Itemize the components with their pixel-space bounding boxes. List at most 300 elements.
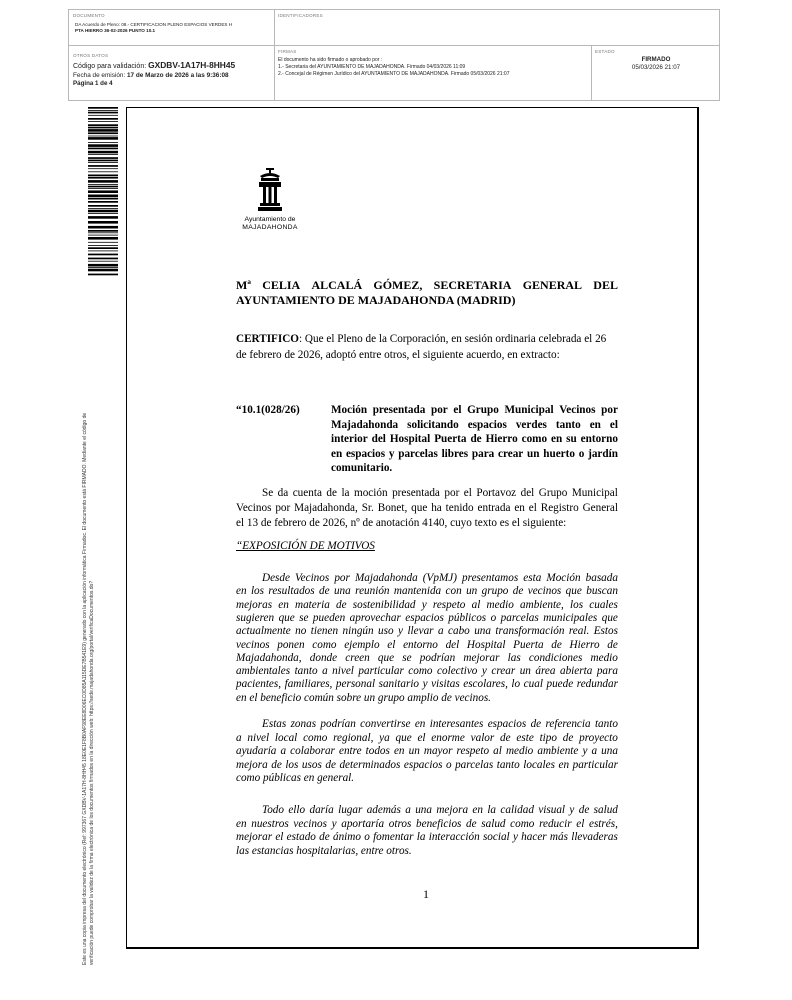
word: de bbox=[500, 731, 511, 744]
word: regional, bbox=[333, 731, 374, 744]
word: nivel bbox=[247, 731, 270, 744]
word: por bbox=[444, 487, 460, 499]
word: salud bbox=[481, 817, 506, 830]
para1-line bbox=[236, 639, 618, 651]
word: más bbox=[549, 831, 568, 844]
word: Bonet, bbox=[377, 502, 408, 514]
word: reducir bbox=[539, 817, 572, 830]
page-number: 1 bbox=[423, 887, 429, 901]
word: como bbox=[408, 665, 433, 678]
para2-line bbox=[236, 759, 618, 771]
word: el bbox=[453, 404, 462, 416]
word: respeto bbox=[456, 745, 490, 758]
word: un bbox=[466, 585, 478, 598]
word: Portavoz bbox=[476, 487, 517, 499]
word: puede bbox=[546, 678, 574, 691]
word: enorme bbox=[431, 731, 465, 744]
word: del bbox=[445, 638, 460, 651]
word: del bbox=[371, 433, 386, 445]
word: particular bbox=[572, 758, 618, 771]
word: presentada bbox=[372, 404, 426, 416]
word: reunión bbox=[355, 585, 390, 598]
word: CELIA bbox=[262, 278, 301, 292]
punto-title-line bbox=[331, 419, 618, 431]
word: llevaderas bbox=[571, 831, 618, 844]
word: por bbox=[601, 404, 618, 416]
word: para bbox=[596, 665, 618, 678]
logo-line-1: Ayuntamiento de bbox=[244, 216, 296, 223]
word: ha bbox=[431, 502, 442, 514]
word: a bbox=[405, 804, 411, 816]
word: el bbox=[417, 731, 426, 744]
word: real. bbox=[568, 625, 590, 638]
word: Municipal bbox=[504, 404, 554, 416]
word: uso bbox=[378, 625, 394, 638]
punto-title-line bbox=[331, 404, 618, 416]
word: espacios bbox=[467, 418, 507, 431]
word: a bbox=[236, 731, 242, 744]
word: fomentar bbox=[373, 831, 414, 844]
word: escolares, bbox=[463, 678, 508, 691]
word: podrían bbox=[419, 651, 456, 664]
word: tanto bbox=[496, 758, 520, 771]
pagina-count: Página 1 de 4 bbox=[73, 80, 113, 87]
word: verdes bbox=[515, 418, 547, 431]
word: se bbox=[299, 611, 309, 624]
word: local bbox=[274, 731, 298, 744]
word: de bbox=[530, 718, 542, 730]
word: ningún bbox=[342, 625, 374, 638]
word: se bbox=[402, 651, 412, 664]
word: tenido bbox=[445, 502, 474, 514]
word: sostenibilidad bbox=[352, 598, 416, 611]
word: crear bbox=[498, 447, 524, 460]
word: da bbox=[277, 487, 289, 499]
word: o bbox=[490, 611, 497, 624]
word: y bbox=[481, 665, 487, 678]
word: familiares, bbox=[284, 678, 333, 691]
fecha-prefix: Fecha de emisión: bbox=[73, 72, 126, 79]
certifico-line-1 bbox=[236, 333, 618, 345]
word: DEL bbox=[593, 278, 618, 292]
documento-line-2: PTA HIERRO 36-02-2026 PUNTO 10.1 bbox=[75, 28, 156, 33]
word: visitas bbox=[431, 678, 460, 691]
word: basada bbox=[585, 572, 618, 584]
word: municipales bbox=[543, 611, 598, 624]
word: crear bbox=[491, 665, 516, 678]
word: públicos bbox=[448, 611, 487, 624]
word: Majadahonda, bbox=[236, 651, 302, 664]
word: Moción bbox=[546, 572, 581, 584]
word: en bbox=[589, 418, 601, 431]
word: estado bbox=[286, 831, 316, 844]
word: Majadahonda bbox=[354, 572, 418, 584]
word: sugieren bbox=[236, 611, 275, 624]
word: que bbox=[601, 611, 618, 624]
word: una bbox=[474, 625, 491, 638]
word: por bbox=[334, 572, 350, 584]
estado-value: FIRMADO bbox=[641, 56, 671, 63]
word: resultados bbox=[268, 585, 315, 598]
word: Municipal bbox=[571, 487, 618, 499]
word: respeto bbox=[432, 598, 466, 611]
word: tienen bbox=[310, 625, 339, 638]
word: redundar bbox=[576, 678, 618, 691]
word: calidad bbox=[500, 804, 534, 816]
word: y bbox=[388, 447, 395, 460]
word: jardín bbox=[588, 447, 618, 460]
word: y bbox=[569, 804, 575, 816]
para1-line bbox=[236, 599, 618, 611]
majadahonda-crest-logo bbox=[255, 168, 285, 214]
word: Majadahonda bbox=[331, 418, 399, 431]
documento-label: DOCUMENTO bbox=[73, 13, 105, 18]
word: moción bbox=[354, 487, 388, 499]
word: no bbox=[295, 625, 307, 638]
word: mejora bbox=[236, 758, 268, 771]
word: Moción bbox=[331, 404, 368, 416]
punto-title-line bbox=[331, 433, 618, 445]
word: Hierro bbox=[569, 638, 600, 651]
word: las bbox=[507, 651, 521, 664]
word: ponen bbox=[277, 638, 305, 651]
word: entre bbox=[338, 745, 362, 758]
codigo-validacion bbox=[73, 61, 235, 71]
word: vecinos bbox=[527, 585, 562, 598]
certifico-line-1-rest: : Que el Pleno de la Corporación, en sesión ordinaria celebrada el 26 bbox=[299, 333, 607, 345]
codigo-value: GXDBV-1A17H-8HH45 bbox=[148, 60, 236, 70]
word: una bbox=[601, 745, 618, 758]
word: en bbox=[558, 758, 570, 771]
word: Estas bbox=[262, 718, 287, 730]
word: o bbox=[364, 831, 370, 844]
word: solicitando bbox=[407, 418, 459, 431]
word: en bbox=[236, 585, 247, 598]
word: tanto bbox=[594, 718, 618, 730]
word: parcelas bbox=[398, 447, 438, 460]
word: daría bbox=[309, 804, 334, 816]
word: espacios bbox=[403, 758, 443, 771]
word: nivel bbox=[332, 665, 354, 678]
punto-number: “10.1(028/26) bbox=[236, 404, 300, 416]
word: en bbox=[414, 718, 426, 730]
word: con bbox=[445, 585, 462, 598]
word: medio bbox=[486, 598, 514, 611]
word: todos bbox=[365, 745, 390, 758]
para1-line bbox=[236, 625, 618, 637]
word: a bbox=[322, 665, 328, 678]
word: al bbox=[493, 745, 502, 758]
word: nuestros bbox=[251, 817, 289, 830]
word: y bbox=[422, 678, 428, 691]
word: a bbox=[280, 745, 287, 758]
word: esta bbox=[523, 572, 542, 584]
word: (VpMJ) bbox=[422, 572, 457, 584]
word: General bbox=[582, 502, 618, 514]
word: de bbox=[607, 638, 618, 651]
word: beneficios bbox=[416, 817, 462, 830]
word: ánimo bbox=[332, 831, 361, 844]
word: hacer bbox=[521, 831, 547, 844]
word: cual bbox=[523, 678, 543, 691]
word: proyecto bbox=[579, 731, 618, 744]
word: social bbox=[482, 831, 510, 844]
word: lo bbox=[511, 678, 521, 691]
word: particular bbox=[358, 665, 404, 678]
punto-title-line bbox=[331, 448, 618, 460]
word: área bbox=[535, 665, 556, 678]
word: espacios bbox=[345, 447, 386, 460]
word: buscan bbox=[586, 585, 618, 598]
word: presentamos bbox=[462, 572, 519, 584]
fecha-emision bbox=[73, 72, 229, 80]
word: GENERAL bbox=[522, 278, 583, 292]
para1-line bbox=[236, 678, 618, 690]
sidebar-line-2: verificación puede comprobar la validez de la firma electrónica de los documentos firmados en la dirección web: https://sede.majadahonda.org/portal/verificaDocumentos.do? bbox=[88, 580, 95, 965]
word: mejorar bbox=[463, 651, 500, 664]
fecha-value: 17 de Marzo de 2026 a las 9:36:08 bbox=[127, 72, 229, 79]
word: o bbox=[578, 447, 585, 460]
word: tipo bbox=[539, 731, 557, 744]
word: Grupo bbox=[538, 487, 568, 499]
word: a bbox=[437, 625, 444, 638]
word: como bbox=[303, 731, 328, 744]
word: en bbox=[331, 447, 343, 460]
word: para bbox=[471, 447, 495, 460]
word: Sr. bbox=[361, 502, 374, 514]
word: abierta bbox=[559, 665, 593, 678]
para3-line bbox=[236, 818, 618, 830]
word: referencia bbox=[545, 718, 591, 730]
word: Grupo bbox=[467, 404, 499, 416]
word: de bbox=[319, 831, 330, 844]
word: transformación bbox=[495, 625, 565, 638]
word: interesantes bbox=[429, 718, 484, 730]
word: actualmente bbox=[236, 625, 291, 638]
word: vecinos bbox=[293, 817, 327, 830]
word: visual bbox=[538, 804, 566, 816]
word: ya bbox=[379, 731, 390, 744]
word: cuenta bbox=[292, 487, 322, 499]
documento-line-1: DA Acuerdo de Pleno: 08.- CERTIFICACION PLENO ESPACIOS VERDES H bbox=[75, 22, 233, 27]
word: Hospital bbox=[389, 433, 431, 445]
para1-line bbox=[236, 585, 618, 597]
word: el bbox=[576, 817, 585, 830]
para1-line bbox=[236, 612, 618, 624]
word: salud bbox=[593, 804, 618, 816]
sidebar-line-1: Este es una copia impresa del documento electrónico (Ref: 997367 GXDBV-1A17H-8HH45 18E0E1F8B0AF98EE8D06EC0D85A115DE7B541E9) generado con la aplicación informática Firmadoc. El documento está FIRMADO. Mediante el código de bbox=[82, 412, 88, 965]
word: en bbox=[551, 433, 563, 445]
word: espacios bbox=[405, 611, 444, 624]
word: de bbox=[325, 758, 336, 771]
word: lugar bbox=[338, 804, 363, 816]
logo-line-2: MAJADAHONDA bbox=[242, 224, 298, 231]
word: estrés, bbox=[588, 817, 618, 830]
word: la bbox=[341, 487, 350, 499]
para2-line bbox=[236, 745, 618, 757]
firmas-line-1: El documento ha sido firmado o aprobado por : bbox=[278, 57, 383, 63]
word: donde bbox=[309, 651, 338, 664]
word: tanto bbox=[555, 418, 581, 431]
word: colaborar bbox=[290, 745, 335, 758]
word: de bbox=[319, 585, 330, 598]
word: Registro bbox=[540, 502, 579, 514]
word: que bbox=[377, 651, 395, 664]
word: Desde bbox=[262, 572, 290, 584]
word: el bbox=[387, 638, 396, 651]
word: los bbox=[285, 758, 299, 771]
word: ejemplo bbox=[344, 638, 380, 651]
word: y bbox=[398, 625, 403, 638]
para2-line: como públicas en general. bbox=[236, 772, 355, 785]
word: llevar bbox=[407, 625, 434, 638]
otros-datos-label: OTROS DATOS bbox=[73, 53, 109, 58]
word: interior bbox=[331, 433, 368, 445]
word: de bbox=[578, 804, 590, 816]
word: mejoras bbox=[236, 598, 273, 611]
word: grupo bbox=[481, 585, 509, 598]
word: medio bbox=[505, 745, 534, 758]
word: parcelas bbox=[500, 611, 539, 624]
word: Hierro bbox=[485, 433, 518, 445]
word: personal bbox=[335, 678, 376, 691]
word: de bbox=[562, 731, 574, 744]
word: en bbox=[514, 502, 525, 514]
word: un bbox=[527, 447, 540, 460]
word: mejorar bbox=[236, 831, 273, 844]
para3-line bbox=[236, 831, 618, 843]
word: de bbox=[512, 585, 524, 598]
estado-label: ESTADO bbox=[595, 49, 615, 54]
word: este bbox=[516, 731, 534, 744]
cuenta-block-line bbox=[236, 502, 618, 514]
word: el bbox=[463, 487, 472, 499]
word: locales bbox=[523, 758, 555, 771]
word: como bbox=[521, 433, 548, 445]
word: espacios bbox=[487, 718, 527, 730]
word: en bbox=[236, 817, 247, 830]
word: y bbox=[421, 598, 427, 611]
word: de bbox=[271, 758, 282, 771]
word: el bbox=[609, 418, 618, 431]
heading-line-2: AYUNTAMIENTO DE MAJADAHONDA (MADRID) bbox=[236, 293, 516, 307]
word: Majadahonda, bbox=[294, 502, 358, 514]
para3-line: las estancias hospitalarias, entre otros. bbox=[236, 844, 412, 857]
word: colectivo bbox=[437, 665, 478, 678]
word: Se bbox=[262, 487, 274, 499]
word: GÓMEZ, bbox=[373, 278, 423, 292]
word: Vecinos bbox=[295, 572, 330, 584]
word: convertirse bbox=[360, 718, 411, 730]
word: Todo bbox=[262, 804, 284, 816]
word: ambiente bbox=[537, 745, 579, 758]
exposicion-title: “EXPOSICIÓN DE MOTIVOS bbox=[236, 540, 375, 552]
word: y bbox=[331, 817, 337, 830]
word: Puerta bbox=[513, 638, 544, 651]
word: aprovechar bbox=[349, 611, 401, 624]
word: en bbox=[393, 745, 405, 758]
verification-sidebar bbox=[82, 65, 95, 965]
word: ello bbox=[288, 804, 306, 816]
word: interacción bbox=[428, 831, 480, 844]
firmas-line-3: 2.- Concejal de Régimen Jurídico del AYUNTAMIENTO DE MAJADAHONDA. Firmado 05/03/2026 21:07 bbox=[278, 71, 510, 77]
para3-line bbox=[262, 804, 618, 816]
identificadores-label: IDENTIFICADORES bbox=[278, 13, 323, 18]
word: una bbox=[415, 804, 432, 816]
word: valor bbox=[470, 731, 495, 744]
word: la bbox=[416, 831, 426, 844]
para1-line bbox=[262, 572, 618, 584]
word: un bbox=[408, 745, 420, 758]
word: ambientales bbox=[236, 665, 291, 678]
word: mejora bbox=[436, 804, 469, 816]
word: como bbox=[312, 638, 337, 651]
word: Hospital bbox=[466, 638, 506, 651]
word: de bbox=[470, 433, 482, 445]
word: pacientes, bbox=[236, 678, 282, 691]
word: entorno bbox=[580, 433, 618, 445]
word: en bbox=[278, 598, 289, 611]
word: su bbox=[566, 433, 577, 445]
word: zonas bbox=[290, 718, 317, 730]
word: por bbox=[430, 404, 448, 416]
word: Vecinos bbox=[559, 404, 596, 416]
word: libres bbox=[441, 447, 469, 460]
firmas-line-2: 1.- Secretaria del AYUNTAMIENTO DE MAJADAHONDA. Firmado 04/03/2026 11:09 bbox=[278, 64, 466, 70]
word: sanitario bbox=[378, 678, 420, 691]
word: un bbox=[519, 665, 531, 678]
word: los bbox=[250, 585, 265, 598]
word: huerto bbox=[543, 447, 575, 460]
para1-line bbox=[236, 652, 618, 664]
header-identificadores-box bbox=[274, 9, 720, 46]
word: mantenida bbox=[393, 585, 442, 598]
word: el bbox=[528, 502, 537, 514]
word: cuales bbox=[589, 598, 618, 611]
word: otros bbox=[388, 817, 412, 830]
word: ALCALÁ bbox=[311, 278, 363, 292]
word: materia bbox=[295, 598, 330, 611]
cuenta-block-line: el 13 de febrero de 2026, nº de anotación 4140, cuyo texto es el siguiente: bbox=[236, 517, 567, 529]
word: como bbox=[510, 817, 535, 830]
word: de bbox=[466, 817, 477, 830]
word: una bbox=[333, 585, 351, 598]
word: medio bbox=[590, 651, 618, 664]
word: a bbox=[591, 745, 598, 758]
word: en bbox=[472, 804, 483, 816]
firmas-label: FIRMAS bbox=[278, 49, 297, 54]
punto-title-line: comunitario. bbox=[331, 462, 393, 474]
word: vecinos bbox=[236, 638, 270, 651]
para2-line bbox=[236, 732, 618, 744]
word: y bbox=[582, 745, 588, 758]
certifico-label: CERTIFICO bbox=[236, 333, 300, 345]
word: además bbox=[366, 804, 401, 816]
word: pueden bbox=[312, 611, 346, 624]
word: del bbox=[520, 487, 535, 499]
word: condiciones bbox=[528, 651, 583, 664]
word: el bbox=[275, 831, 284, 844]
word: y bbox=[512, 831, 518, 844]
word: de bbox=[551, 638, 562, 651]
para1-line bbox=[236, 665, 618, 677]
word: Estos bbox=[593, 625, 618, 638]
estado-fecha: 05/03/2026 21:07 bbox=[631, 64, 681, 71]
word: creen bbox=[345, 651, 370, 664]
word: cabo bbox=[448, 625, 470, 638]
word: los bbox=[570, 598, 584, 611]
para2-line bbox=[262, 718, 618, 730]
